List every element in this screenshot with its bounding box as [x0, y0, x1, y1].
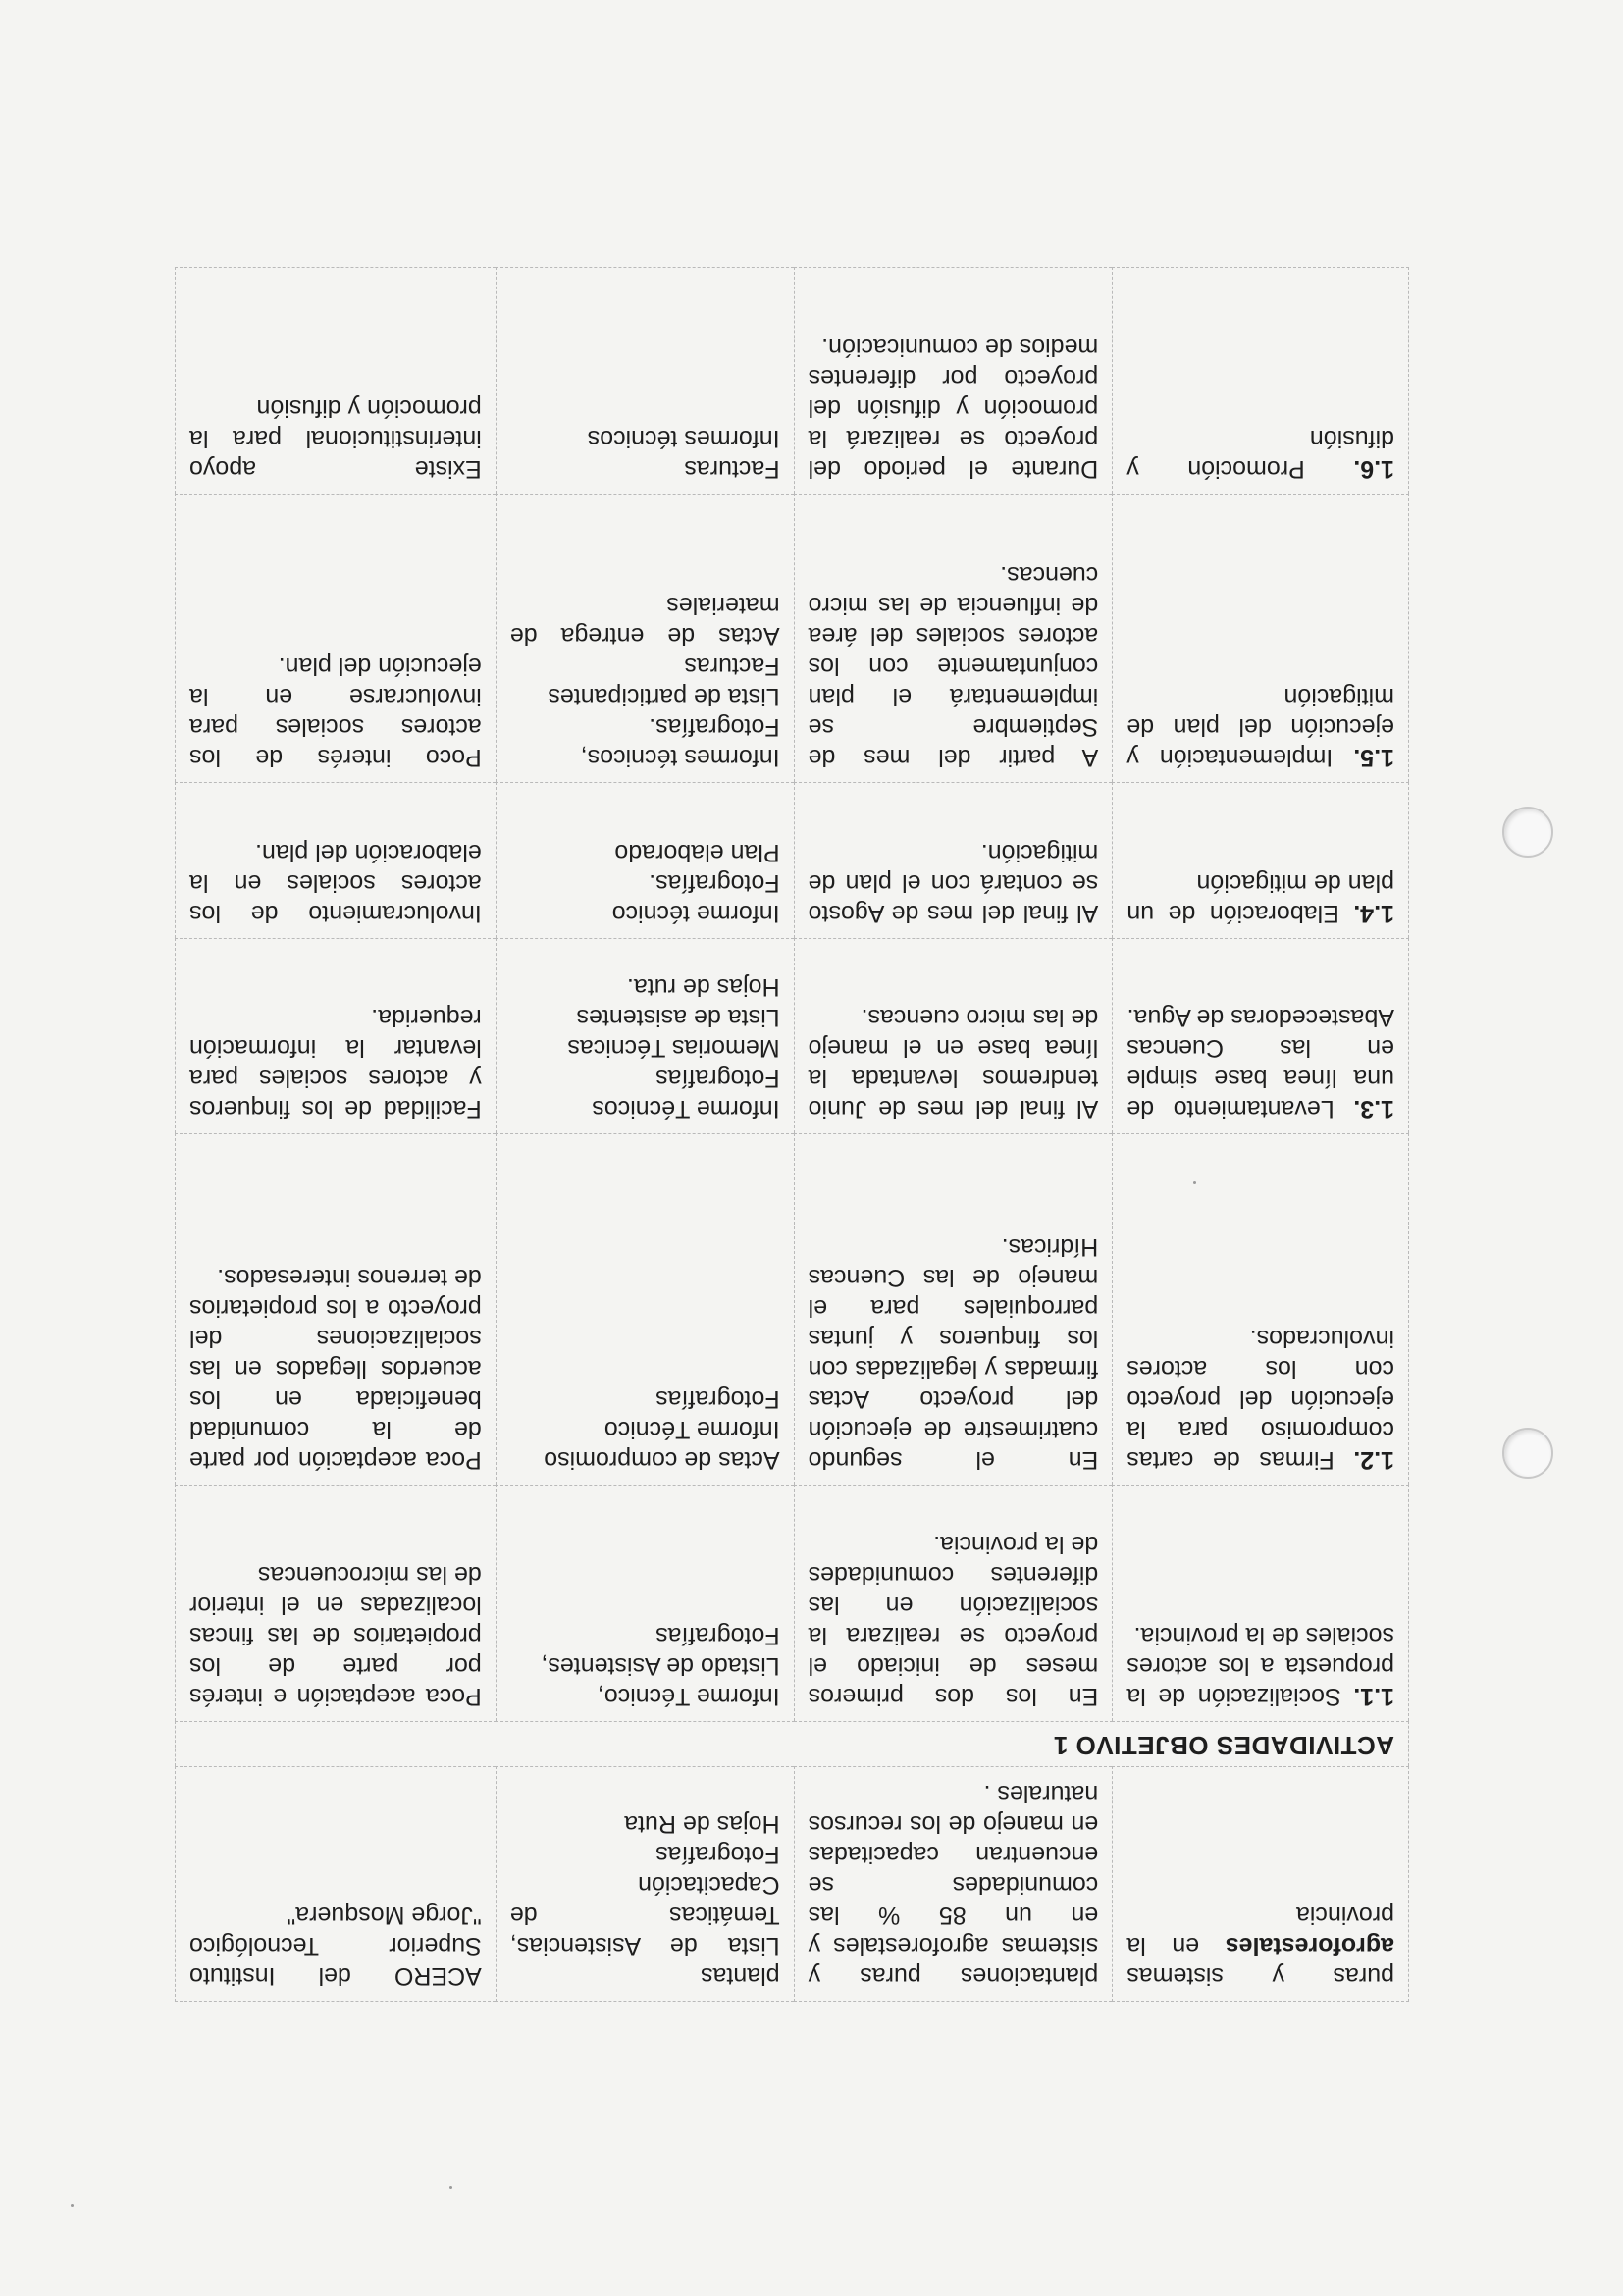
cell-assumption	[176, 268, 497, 495]
activity-number: 1.3.	[1353, 1095, 1394, 1123]
cell-indicator	[794, 1134, 1113, 1486]
cell-assumption	[176, 1486, 497, 1722]
indicator-text: A partir del mes de Septiembre se implementará el plan conjuntamente con los actores sociales del área de influencia de las micro cuencas.	[808, 561, 1099, 772]
cell-assumption	[176, 783, 497, 939]
table-row-1-4	[176, 783, 1409, 939]
activity-number: 1.5.	[1353, 744, 1394, 772]
verification-text: Informe técnico Fotografías. Plan elaborado	[611, 838, 780, 927]
table-row-1-3	[176, 938, 1409, 1133]
activities-table	[175, 267, 1409, 2002]
assumption-text: Poca aceptación e interés por parte de los propietarios de las fincas localizadas en el interior de las microcuencas	[189, 1561, 482, 1711]
table-row-1-6	[176, 268, 1409, 495]
cell-activity	[1113, 938, 1409, 1133]
activity-text: Implementación y ejecución del plan de mitigación	[1126, 683, 1394, 772]
activity-text: Promoción y difusión	[1126, 425, 1394, 484]
indicator-text: Al final del mes de Junio tendremos levantada la línea base en el manejo de las micro cuencas.	[808, 1004, 1099, 1123]
indicator-text: En el segundo cuatrimestre de ejecución del proyecto Actas firmadas y legalizadas con los finqueros y juntas parroquiales para el manejo de las Cuencas Hídricas.	[808, 1233, 1099, 1475]
verification-text: Facturas Informes técnicos	[587, 425, 780, 484]
cell-verification	[496, 783, 794, 939]
verification-text: Actas de compromiso Informe Técnico Fotografías	[544, 1385, 780, 1475]
cell-activity	[1113, 1766, 1409, 2001]
activity-text: puras y sistemas agroforestales en la provincia	[1126, 1902, 1394, 1990]
cell-indicator	[794, 783, 1113, 939]
indicator-text: Durante el periodo del proyecto se realizará la promoción y difusión del proyecto por diferentes medios de comunicación.	[808, 334, 1099, 484]
verification-text: Informe Técnicos Fotografías Memorias Técnicas Lista de asistentes Hojas de ruta.	[567, 973, 780, 1123]
indicator-text: Al final del mes de Agosto se contará con el plan de mitigación.	[808, 838, 1099, 927]
section-header-row	[176, 1722, 1409, 1766]
activity-text: Firmas de cartas compromiso para la ejecución del proyecto con los actores involucrados.	[1126, 1325, 1394, 1475]
scan-speck	[1193, 1181, 1196, 1184]
section-title: ACTIVIDADES OBJETIVO 1	[1053, 1730, 1394, 1760]
cell-activity	[1113, 268, 1409, 495]
cell-indicator	[794, 268, 1113, 495]
activity-number: 1.4.	[1353, 899, 1394, 927]
activity-text: Socialización de la propuesta a los actores sociales de la provincia.	[1126, 1622, 1394, 1711]
cell-indicator	[794, 938, 1113, 1133]
verification-text: Informes técnicos, Fotografías. Lista de participantes Facturas Actas de entrega de materiales	[509, 592, 780, 772]
table-row-top	[176, 1766, 1409, 2001]
cell-activity	[1113, 783, 1409, 939]
assumption-text: Poco interés de los actores sociales para involucrarse en la ejecución del plan.	[189, 652, 482, 772]
activity-number: 1.1.	[1353, 1683, 1394, 1711]
indicator-text: plantaciones puras y sistemas agroforestales y en un 85 % las comunidades se encuentran capacitadas en manejo de los recursos naturales .	[808, 1780, 1099, 1990]
cell-verification	[496, 1486, 794, 1722]
assumption-text: Involucramiento de los actores sociales en la elaboración del plan.	[189, 838, 482, 927]
cell-activity	[1113, 1134, 1409, 1486]
scan-speck	[449, 2186, 452, 2189]
cell-assumption	[176, 1766, 497, 2001]
cell-indicator	[794, 1766, 1113, 2001]
verification-text: Informe Técnico, Listado de Asistentes, Fotografías	[541, 1622, 780, 1711]
cell-activity	[1113, 495, 1409, 783]
table-row-1-2	[176, 1134, 1409, 1486]
cell-activity	[1113, 1486, 1409, 1722]
cell-indicator	[794, 495, 1113, 783]
cell-assumption	[176, 495, 497, 783]
activity-text: Levantamiento de una línea base simple en las Cuencas Abastecedoras de Agua.	[1126, 1004, 1394, 1123]
punch-hole-bottom	[1502, 807, 1553, 858]
cell-assumption	[176, 1134, 497, 1486]
cell-indicator	[794, 1486, 1113, 1722]
scan-speck	[71, 2204, 74, 2207]
assumption-text: Facilidad de los finqueros y actores sociales para levantar la información requerida.	[189, 1004, 482, 1123]
cell-verification	[496, 268, 794, 495]
table-row-1-5	[176, 495, 1409, 783]
punch-hole-top	[1502, 1428, 1553, 1479]
cell-assumption	[176, 938, 497, 1133]
activity-number: 1.6.	[1353, 455, 1394, 484]
activity-number: 1.2.	[1353, 1446, 1394, 1475]
cell-verification	[496, 1766, 794, 2001]
cell-verification	[496, 938, 794, 1133]
assumption-text: Existe apoyo interinstitucional para la promoción y difusión	[189, 394, 482, 484]
cell-verification	[496, 1134, 794, 1486]
verification-text: plantas Lista de Asistencias, Temáticas de Capacitación Fotografías Hojas de Ruta	[509, 1810, 780, 1990]
logical-framework-table	[175, 267, 1409, 2002]
activity-text: Elaboración de un plan de mitigación	[1126, 868, 1394, 927]
assumption-text: ACERO del Instituto Superior Tecnológico "Jorge Mosquera"	[189, 1902, 482, 1990]
indicator-text: En los dos primeros meses de iniciado el proyecto se realizara la socialización en las diferentes comunidades de la provincia.	[808, 1531, 1099, 1711]
assumption-text: Poca aceptación por parte de la comunidad beneficiada en los acuerdos llegados en las socializaciones del proyecto a los propietarios de terrenos interesados.	[189, 1264, 482, 1475]
cell-verification	[496, 495, 794, 783]
table-row-1-1	[176, 1486, 1409, 1722]
section-title-cell	[176, 1722, 1409, 1766]
